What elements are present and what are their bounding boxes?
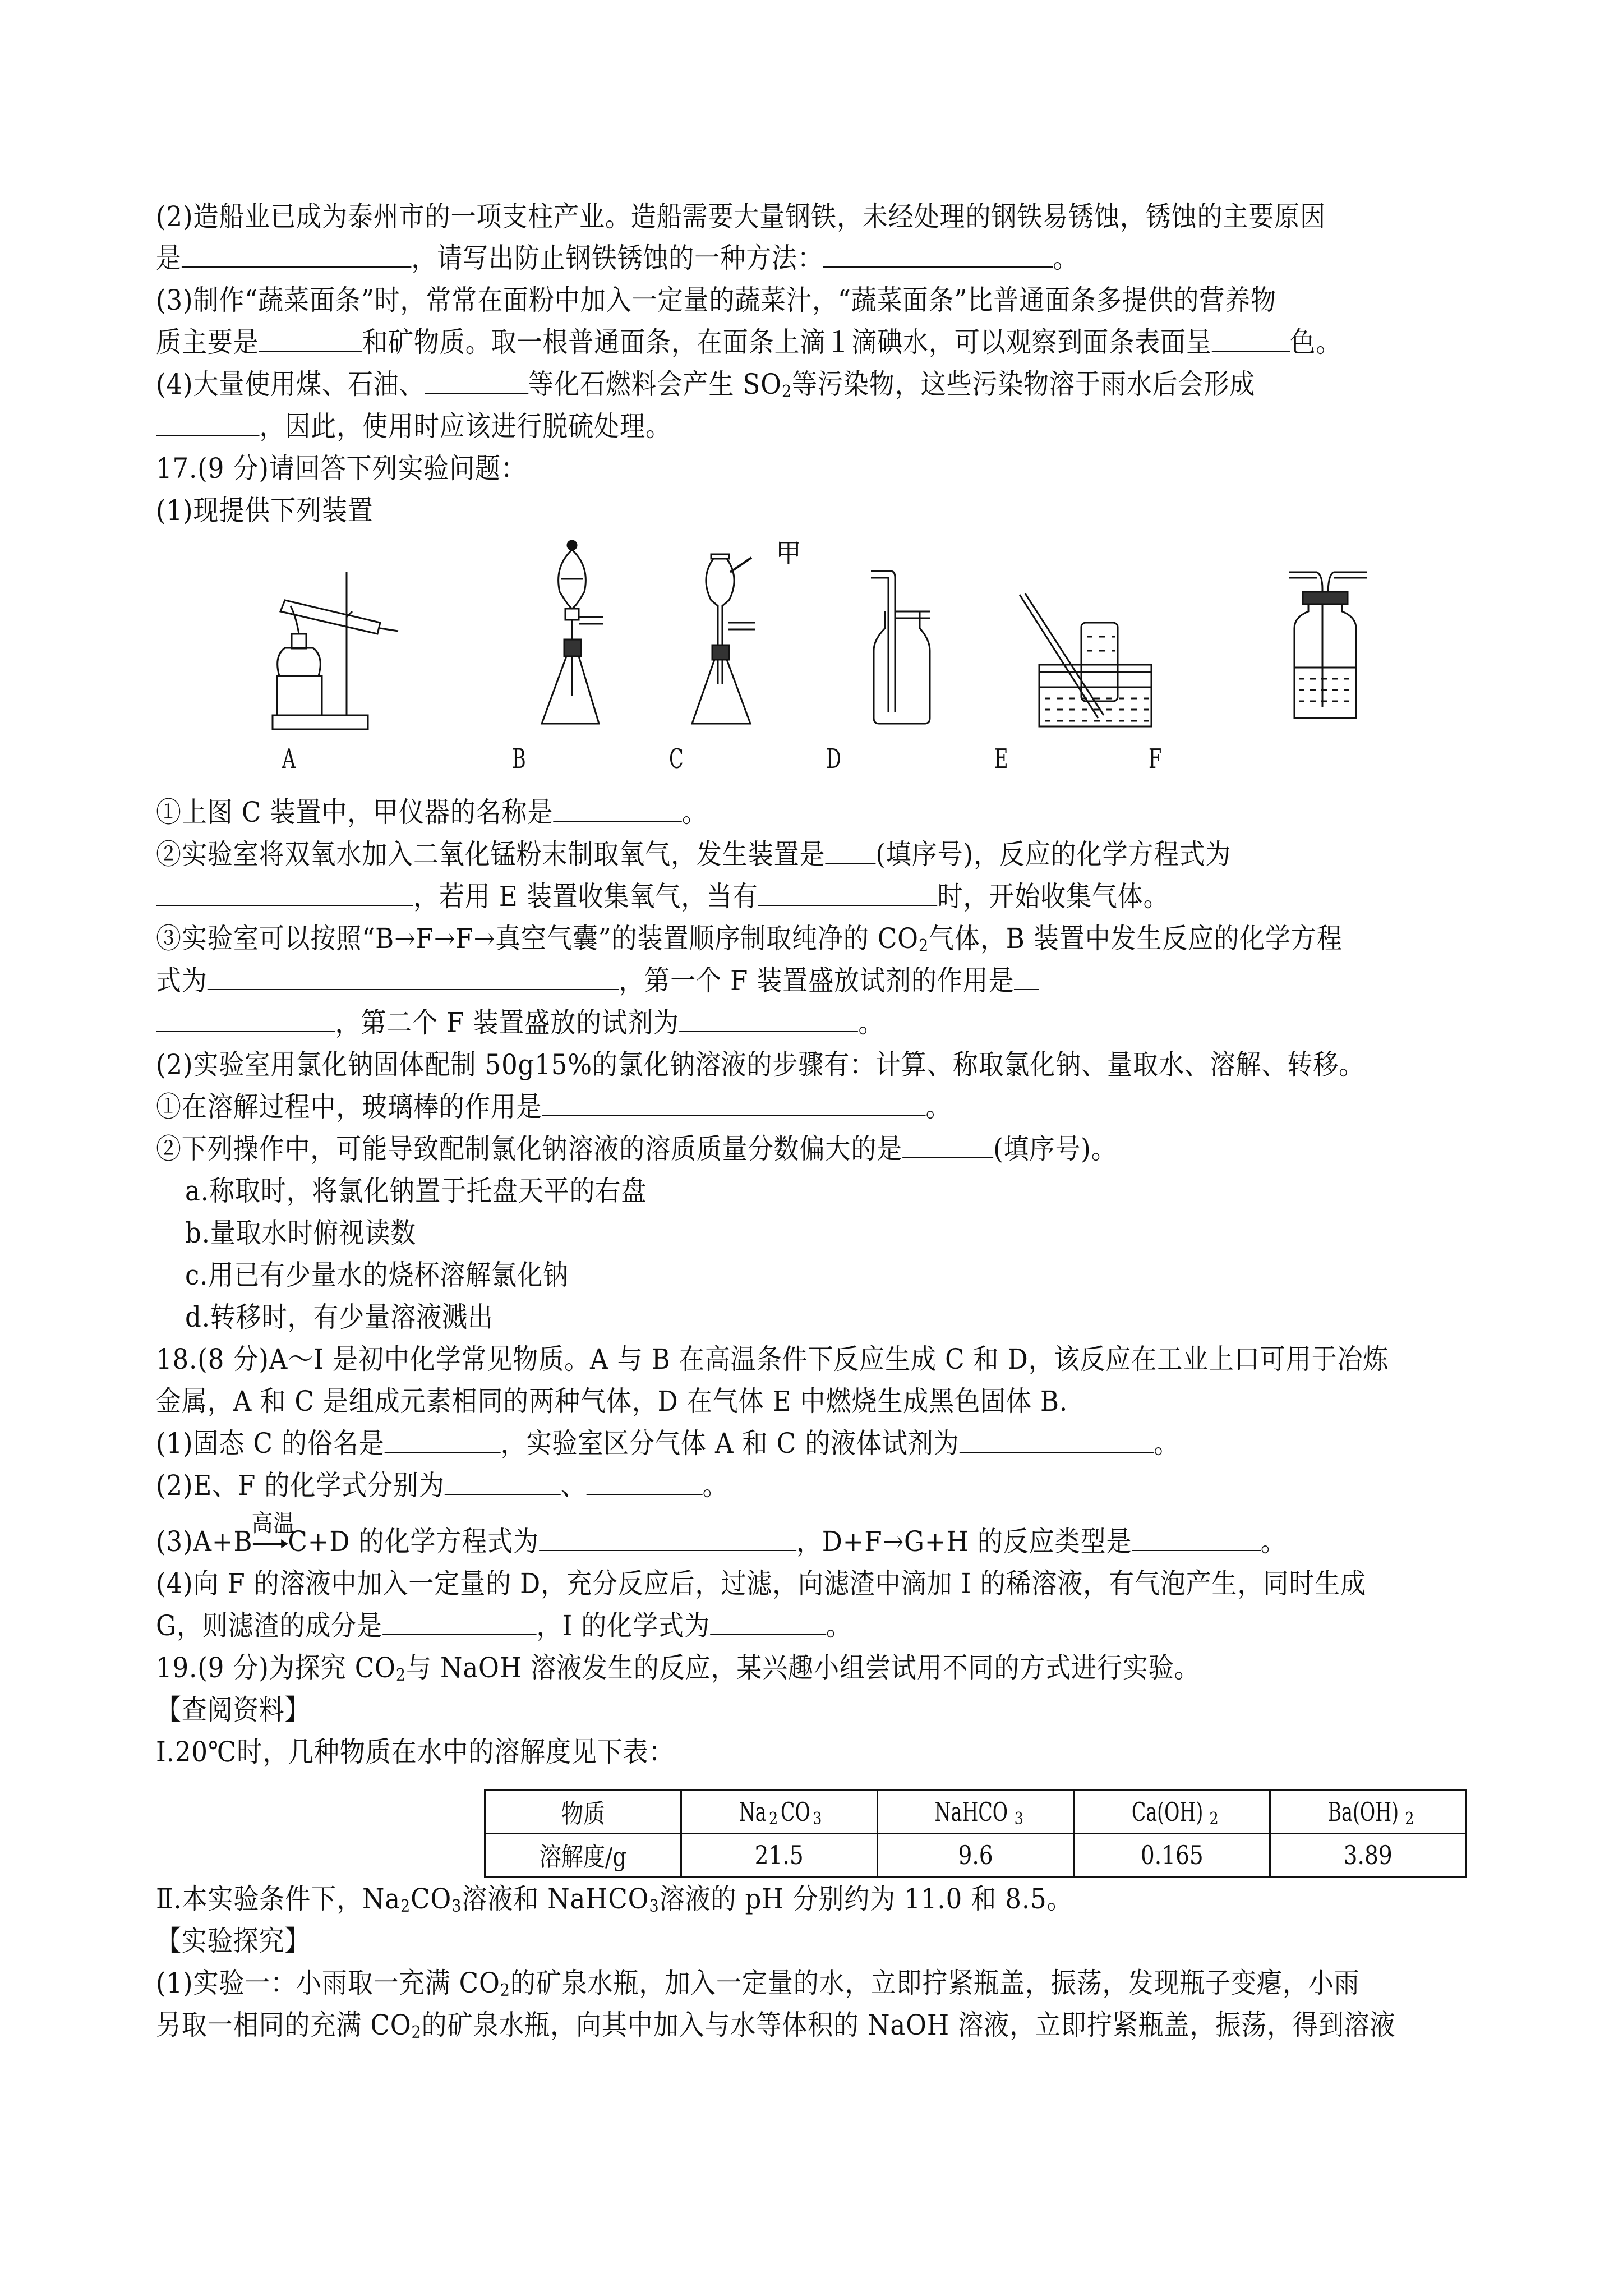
text: (2)造船业已成为泰州市的一项支柱产业。造船需要大量钢铁，未经处理的钢铁易锈蚀，锈蚀的主要原因 — [156, 200, 1326, 233]
answer-blank[interactable] — [445, 1469, 561, 1495]
text: (填序号)。 — [993, 1133, 1117, 1165]
answer-blank[interactable] — [587, 1469, 703, 1495]
subscript: 2 — [411, 2023, 422, 2042]
text: 溶液的 pH 分别约为 11.0 和 8.5。 — [659, 1883, 1073, 1915]
answer-blank[interactable] — [385, 1427, 501, 1453]
text: ，第二个 F 装置盛放的试剂为 — [335, 1006, 679, 1039]
text: 。 — [1053, 242, 1079, 274]
option-c: c.用已有少量水的烧杯溶解氯化钠 — [185, 1259, 569, 1291]
q17-item3-line3 — [156, 1006, 884, 1039]
apparatus-e-icon — [1014, 589, 1182, 735]
text: ，若用 E 装置收集氧气，当有 — [413, 880, 758, 913]
apparatus-label-f: F — [1149, 743, 1162, 775]
q17-item3-line2 — [156, 964, 1039, 997]
answer-blank[interactable] — [553, 796, 682, 822]
text: G，则滤渣的成分是 — [156, 1609, 383, 1642]
subscript: 2 — [500, 1981, 510, 2000]
q18-part3 — [156, 1510, 1287, 1558]
q18-part4-line1: (4)向 F 的溶液中加入一定量的 D，充分反应后，过滤，向滤渣中滴加 I 的稀溶液，有气泡产生，同时生成 — [156, 1567, 1367, 1600]
text: (4)大量使用煤、石油、 — [156, 368, 425, 401]
answer-blank[interactable] — [1014, 964, 1039, 990]
answer-blank[interactable] — [425, 368, 529, 394]
text: 。 — [858, 1006, 884, 1039]
formula — [928, 1797, 1023, 1827]
subscript: 3 — [649, 1897, 660, 1916]
answer-blank[interactable] — [679, 1006, 859, 1032]
text: 的矿泉水瓶，加入一定量的水，立即拧紧瓶盖，振荡，发现瓶子变瘪，小雨 — [510, 1967, 1360, 1999]
q17-item3-line1 — [156, 922, 1343, 955]
apparatus-label-e: E — [994, 743, 1008, 775]
text: (填序号)，反应的化学方程式为 — [875, 838, 1232, 871]
q17-item2-line2 — [156, 880, 1169, 913]
table-cell — [1074, 1791, 1270, 1834]
q16-part4-line1 — [156, 367, 1255, 401]
answer-blank[interactable] — [208, 964, 619, 990]
apparatus-label-c: C — [669, 743, 684, 775]
formula — [737, 1797, 822, 1827]
text: ，实验室区分气体 A 和 C 的液体试剂为 — [500, 1427, 960, 1460]
option-b: b.量取水时俯视读数 — [185, 1217, 417, 1249]
table-cell — [878, 1834, 1074, 1877]
text: ②下列操作中，可能导致配制氯化钠溶液的溶质质量分数偏大的是 — [156, 1133, 903, 1165]
text: (2)实验室用氯化钠固体配制 50g15%的氯化钠溶液的步骤有：计算、称取氯化钠、量取水、溶解、转移。 — [156, 1048, 1365, 1081]
table-header-row — [485, 1791, 1467, 1834]
apparatus-label-b: B — [512, 743, 526, 775]
table-cell — [1074, 1834, 1270, 1877]
text: (1)现提供下列装置 — [156, 494, 374, 527]
text: CO — [411, 1883, 452, 1915]
table-cell — [681, 1834, 878, 1877]
apparatus-d-icon — [868, 567, 958, 735]
text: (1)固态 C 的俗名是 — [156, 1427, 385, 1460]
answer-blank[interactable] — [542, 1091, 926, 1116]
answer-blank[interactable] — [710, 1609, 826, 1635]
text: 与 NaOH 溶液发生的反应，某兴趣小组尝试用不同的方式进行实验。 — [405, 1651, 1200, 1684]
answer-blank[interactable] — [259, 326, 363, 352]
text: 溶解度/g — [539, 1842, 627, 1872]
text: 21.5 — [754, 1840, 804, 1870]
table-cell — [485, 1834, 681, 1877]
q19-exp-line2 — [156, 2008, 1396, 2042]
q19-info2 — [156, 1882, 1073, 1916]
formula — [1125, 1797, 1218, 1827]
text: (2)E、F 的化学式分别为 — [156, 1469, 445, 1502]
text: 0.165 — [1140, 1840, 1204, 1870]
text: 物质 — [561, 1798, 605, 1829]
table-row — [485, 1834, 1467, 1877]
text: ①上图 C 装置中，甲仪器的名称是 — [156, 796, 554, 829]
apparatus-label-d: D — [826, 743, 841, 775]
q19-info1: Ⅰ.20℃时，几种物质在水中的溶解度见下表： — [156, 1736, 675, 1768]
text: 质主要是 — [156, 326, 259, 358]
text: 溶液和 NaHCO — [462, 1883, 649, 1915]
text: ，D+F→G+H 的反应类型是 — [796, 1525, 1132, 1558]
answer-blank[interactable] — [156, 880, 413, 906]
text: 。 — [826, 1609, 852, 1642]
text: 。 — [1154, 1427, 1180, 1460]
q17-sub2-item2 — [156, 1132, 1117, 1166]
q18-part1 — [156, 1427, 1179, 1460]
text: 。 — [925, 1091, 952, 1123]
text: Ba(OH) — [1328, 1797, 1399, 1827]
answer-blank[interactable] — [156, 1006, 335, 1032]
q17-sub1 — [156, 494, 374, 527]
text: 、 — [560, 1469, 587, 1502]
table-cell — [878, 1791, 1074, 1834]
text: 17.(9 分)请回答下列实验问题： — [156, 452, 527, 485]
subscript: 3 — [813, 1809, 822, 1829]
text: NaHCO — [934, 1797, 1008, 1827]
answer-blank[interactable] — [1212, 326, 1290, 352]
table-cell — [1270, 1791, 1467, 1834]
answer-blank[interactable] — [902, 1133, 993, 1158]
q17-item2-line1 — [156, 838, 1231, 871]
arrow-right-icon — [252, 1537, 288, 1550]
option-d: d.转移时，有少量溶液溅出 — [185, 1301, 494, 1333]
subscript: 2 — [395, 1665, 406, 1685]
q16-part4-line2 — [156, 409, 671, 443]
apparatus-label-a: A — [282, 743, 296, 775]
text: 。 — [681, 796, 708, 829]
text: ①在溶解过程中，玻璃棒的作用是 — [156, 1091, 542, 1123]
table-cell — [485, 1791, 681, 1834]
answer-blank[interactable] — [382, 1609, 537, 1635]
text: ，请写出防止钢铁锈蚀的一种方法： — [411, 242, 823, 274]
table-cell — [681, 1791, 878, 1834]
option-a: a.称取时，将氯化钠置于托盘天平的右盘 — [185, 1175, 647, 1207]
subscript: 2 — [918, 936, 929, 956]
subscript: 2 — [781, 382, 792, 402]
apparatus-f-icon — [1278, 567, 1378, 735]
reaction-condition: 高温 — [251, 1510, 296, 1537]
apparatus-figure — [156, 533, 1468, 797]
solubility-table — [484, 1789, 1467, 1878]
answer-blank[interactable] — [960, 1427, 1154, 1453]
q17-sub2 — [156, 1048, 1364, 1082]
text: (3)制作“蔬菜面条”时，常常在面粉中加入一定量的蔬菜汁，“蔬菜面条”比普通面条多提供的营养物 — [156, 284, 1277, 316]
answer-blank[interactable] — [1132, 1525, 1261, 1551]
answer-blank[interactable] — [758, 880, 938, 906]
text: ，因此，使用时应该进行脱硫处理。 — [259, 410, 671, 443]
subscript: 3 — [451, 1897, 462, 1916]
apparatus-b-icon — [537, 539, 649, 740]
q16-part3-line2 — [156, 325, 1341, 359]
text: 等污染物，这些污染物溶于雨水后会形成 — [792, 368, 1256, 401]
section-heading-experiment: 【实验探究】 — [156, 1925, 311, 1957]
subscript: 2 — [1405, 1809, 1414, 1829]
text: CO — [780, 1797, 810, 1827]
q17-title — [156, 452, 527, 485]
text: Ca(OH) — [1131, 1797, 1204, 1827]
q19-line1 — [156, 1651, 1200, 1685]
text: 是 — [156, 242, 182, 274]
q17-item1 — [156, 795, 708, 829]
subscript: 2 — [1209, 1809, 1219, 1829]
text: 另取一相同的充满 CO — [156, 2009, 412, 2041]
subscript: 2 — [400, 1897, 411, 1916]
text: (1)实验一：小雨取一充满 CO — [156, 1967, 500, 1999]
text: 式为 — [156, 964, 208, 997]
q18-line1: 18.(8 分)A～I 是初中化学常见物质。A 与 B 在高温条件下反应生成 C 和 D，该反应在工业上口可用于冶炼 — [156, 1343, 1389, 1375]
answer-blank[interactable] — [182, 242, 412, 268]
text: ②实验室将双氧水加入二氧化锰粉末制取氧气，发生装置是 — [156, 838, 826, 871]
subscript: 2 — [769, 1809, 778, 1829]
answer-blank[interactable] — [825, 838, 875, 864]
text: 时，开始收集气体。 — [937, 880, 1169, 913]
text: 3.89 — [1343, 1840, 1393, 1870]
apparatus-a-icon — [268, 550, 403, 735]
q19-exp-line1 — [156, 1966, 1360, 2000]
text: 色。 — [1290, 326, 1342, 358]
q16-part2-line1 — [156, 200, 1326, 233]
q16-part3-line1 — [156, 283, 1276, 317]
text: (3)A+B — [156, 1525, 253, 1558]
subscript: 3 — [1014, 1809, 1023, 1829]
text: ③实验室可以按照“B→F→F→真空气囊”的装置顺序制取纯净的 CO — [156, 922, 919, 955]
answer-blank[interactable] — [539, 1525, 796, 1551]
text: 等化石燃料会产生 SO — [528, 368, 782, 401]
instrument-label: 甲 — [776, 538, 801, 568]
q18-part2 — [156, 1469, 728, 1502]
text: ，第一个 F 装置盛放试剂的作用是 — [619, 964, 1015, 997]
text: 和矿物质。取一根普通面条，在面条上滴１滴碘水，可以观察到面条表面呈 — [362, 326, 1212, 358]
text: C+D 的化学方程式为 — [288, 1525, 539, 1558]
text: 。 — [1260, 1525, 1287, 1558]
text: Ⅱ.本实验条件下，Na — [156, 1883, 400, 1915]
table-cell — [1270, 1834, 1467, 1877]
q16-part2-line2 — [156, 241, 1078, 275]
text: 9.6 — [958, 1840, 993, 1870]
q17-sub2-item1 — [156, 1090, 951, 1124]
formula — [1322, 1797, 1414, 1827]
text: 的矿泉水瓶，向其中加入与水等体积的 NaOH 溶液，立即拧紧瓶盖，振荡，得到溶液 — [421, 2009, 1396, 2041]
text: ，I 的化学式为 — [536, 1609, 710, 1642]
q18-line2: 金属，A 和 C 是组成元素相同的两种气体，D 在气体 E 中燃烧生成黑色固体 B. — [156, 1385, 1068, 1418]
q18-part4-line2 — [156, 1609, 852, 1642]
text: 气体，B 装置中发生反应的化学方程 — [929, 922, 1343, 955]
answer-blank[interactable] — [156, 410, 260, 436]
text: 19.(9 分)为探究 CO — [156, 1651, 396, 1684]
text: Na — [739, 1797, 767, 1827]
reaction-arrow — [251, 1510, 296, 1555]
text: 。 — [702, 1469, 728, 1502]
answer-blank[interactable] — [823, 242, 1053, 268]
section-heading-reference: 【查阅资料】 — [156, 1694, 311, 1726]
